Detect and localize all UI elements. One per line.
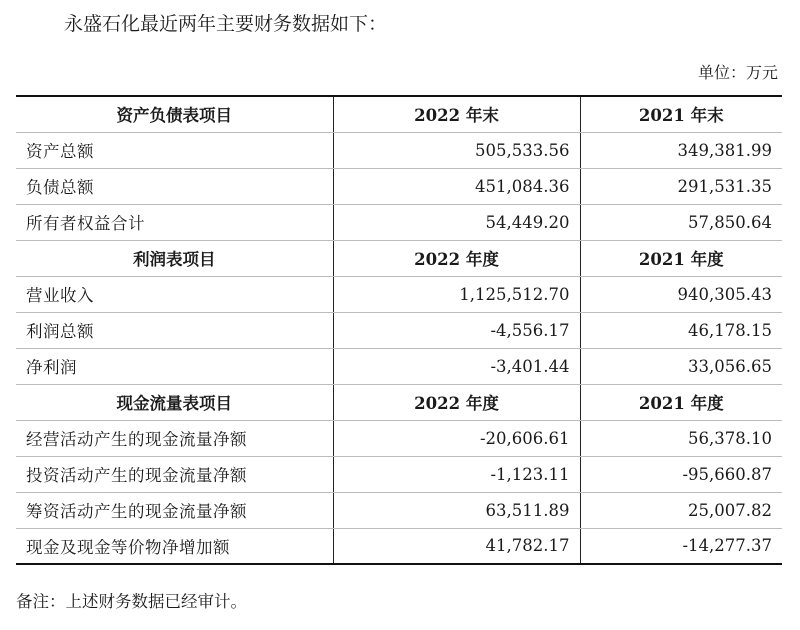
- section-header-cash-flow: [16, 384, 782, 420]
- value-2022: 54,449.20: [333, 204, 580, 240]
- row-label: 营业收入: [16, 276, 333, 312]
- value-2022: 63,511.89: [333, 492, 580, 528]
- column-header-2022: 2022 年度: [333, 384, 580, 420]
- table-row: [16, 312, 782, 348]
- financial-data-table: [16, 95, 782, 565]
- value-2022: 451,084.36: [333, 168, 580, 204]
- column-header-2022: 2022 年末: [333, 96, 580, 132]
- value-2022: -1,123.11: [333, 456, 580, 492]
- table-row: [16, 528, 782, 564]
- table-row: [16, 492, 782, 528]
- table-row: [16, 276, 782, 312]
- table-row: [16, 420, 782, 456]
- table-row: [16, 204, 782, 240]
- value-2022: -4,556.17: [333, 312, 580, 348]
- section-title: 资产负债表项目: [16, 96, 333, 132]
- column-header-2021: 2021 年末: [580, 96, 782, 132]
- row-label: 经营活动产生的现金流量净额: [16, 420, 333, 456]
- value-2022: 505,533.56: [333, 132, 580, 168]
- unit-label: 单位：万元: [697, 63, 778, 82]
- value-2021: 56,378.10: [580, 420, 782, 456]
- section-header-balance-sheet: [16, 96, 782, 132]
- value-2022: 1,125,512.70: [333, 276, 580, 312]
- intro-paragraph: 永盛石化最近两年主要财务数据如下：: [64, 13, 388, 35]
- row-label: 资产总额: [16, 132, 333, 168]
- value-2021: 57,850.64: [580, 204, 782, 240]
- value-2021: 46,178.15: [580, 312, 782, 348]
- table-row: [16, 132, 782, 168]
- value-2021: 33,056.65: [580, 348, 782, 384]
- table-row: [16, 456, 782, 492]
- value-2022: -20,606.61: [333, 420, 580, 456]
- column-header-2021: 2021 年度: [580, 240, 782, 276]
- row-label: 投资活动产生的现金流量净额: [16, 456, 333, 492]
- value-2021: 291,531.35: [580, 168, 782, 204]
- row-label: 所有者权益合计: [16, 204, 333, 240]
- value-2021: 349,381.99: [580, 132, 782, 168]
- section-title: 利润表项目: [16, 240, 333, 276]
- column-header-2022: 2022 年度: [333, 240, 580, 276]
- value-2021: 25,007.82: [580, 492, 782, 528]
- section-header-income-statement: [16, 240, 782, 276]
- section-title: 现金流量表项目: [16, 384, 333, 420]
- value-2022: 41,782.17: [333, 528, 580, 564]
- table-row: [16, 348, 782, 384]
- table-row: [16, 168, 782, 204]
- footnote: 备注：上述财务数据已经审计。: [16, 592, 247, 611]
- row-label: 筹资活动产生的现金流量净额: [16, 492, 333, 528]
- row-label: 现金及现金等价物净增加额: [16, 528, 333, 564]
- column-header-2021: 2021 年度: [580, 384, 782, 420]
- value-2022: -3,401.44: [333, 348, 580, 384]
- row-label: 负债总额: [16, 168, 333, 204]
- row-label: 净利润: [16, 348, 333, 384]
- value-2021: -95,660.87: [580, 456, 782, 492]
- value-2021: -14,277.37: [580, 528, 782, 564]
- value-2021: 940,305.43: [580, 276, 782, 312]
- row-label: 利润总额: [16, 312, 333, 348]
